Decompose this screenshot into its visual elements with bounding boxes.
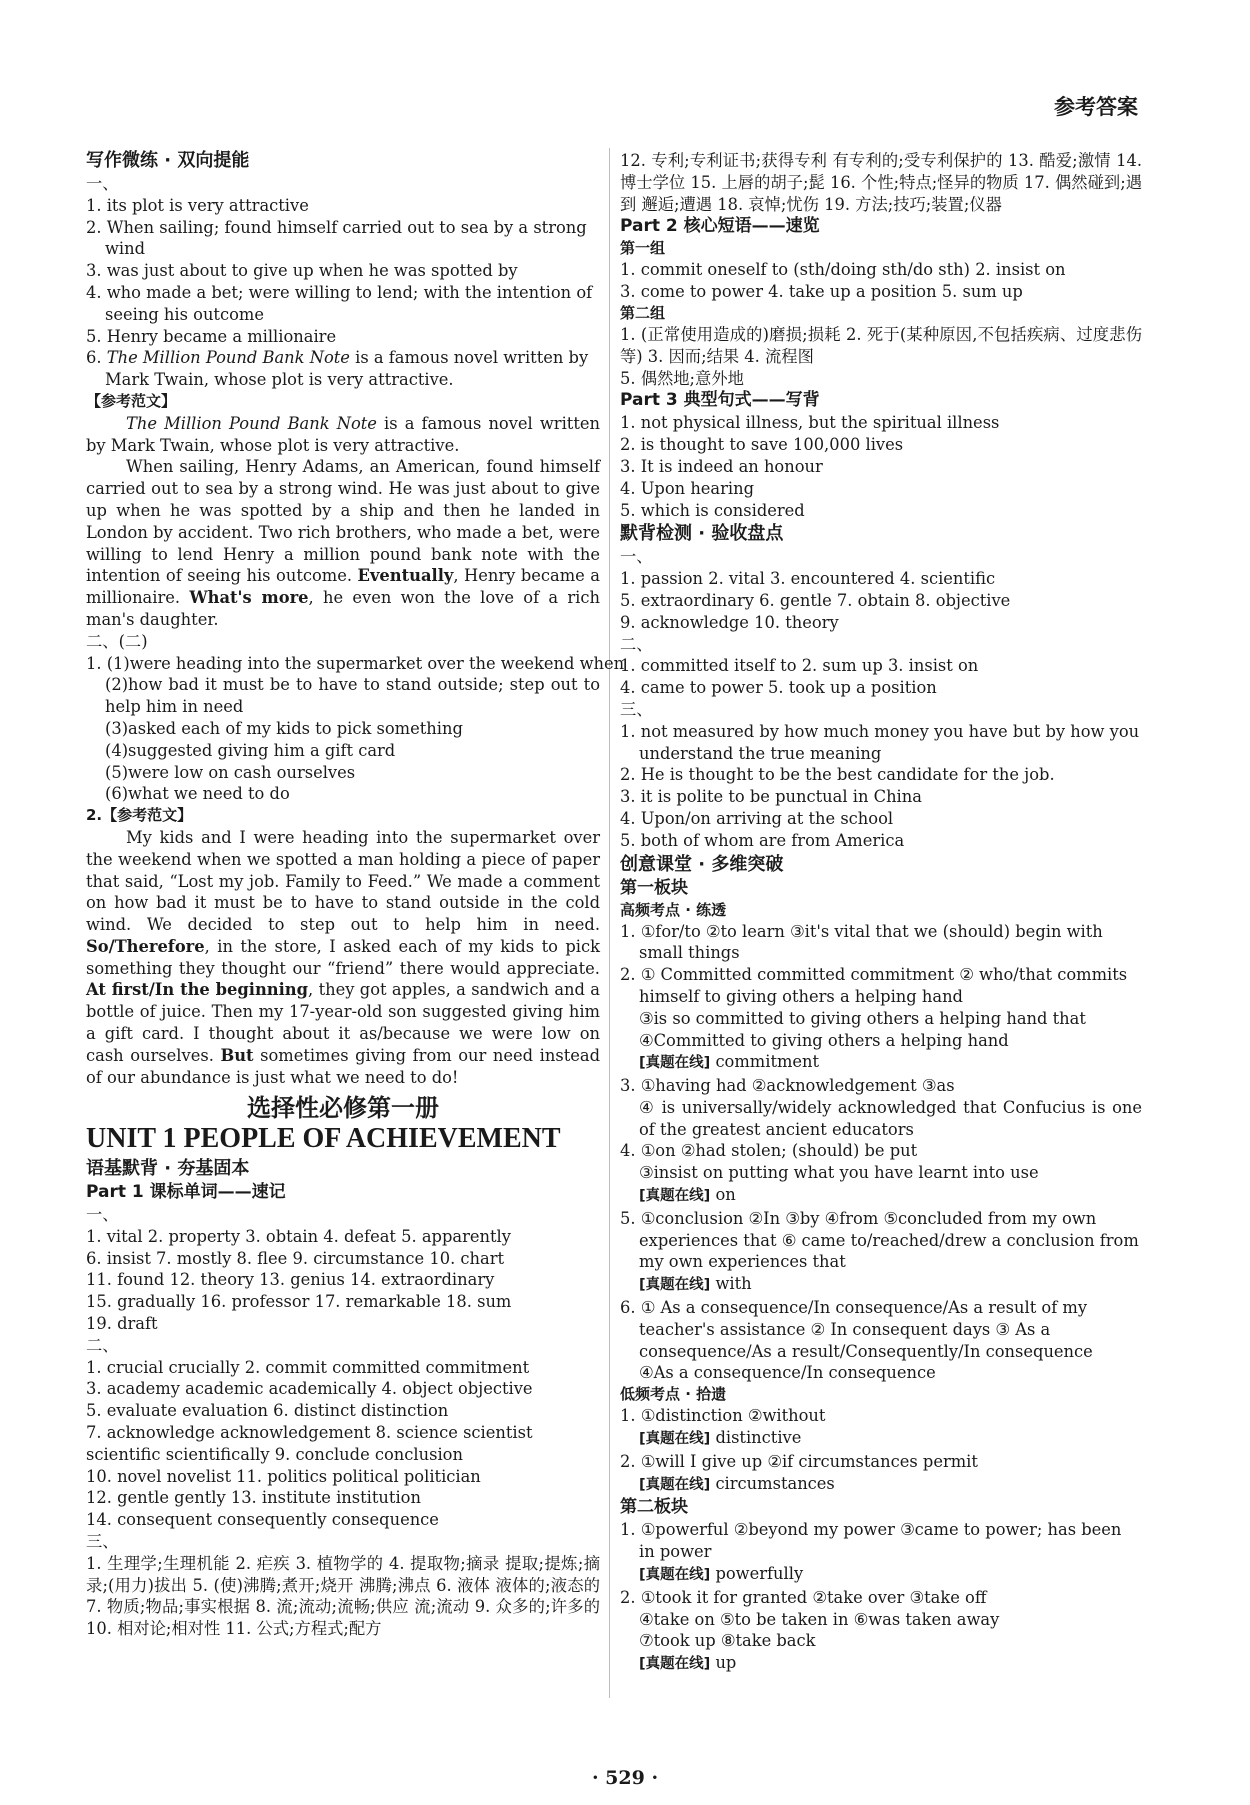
check-line: 4. Upon/on arriving at the school [620, 808, 894, 828]
check-line: 1. not measured by how much money you have but by how you understand the true meaning [620, 721, 1140, 763]
answer-line-6: 6. The Million Pound Bank Note is a famous novel written by Mark Twain, whose plot is very attractive. [86, 348, 589, 390]
answer-line: 1. its plot is very attractive [86, 195, 309, 215]
real-exam-line: [真题在线] commitment [639, 1052, 820, 1072]
heading-yi: 一、 [86, 174, 119, 193]
real-exam-line: [真题在线] circumstances [639, 1473, 835, 1493]
exercise-subline: ⑦took up ⑧take back [639, 1631, 816, 1651]
vocab-line: 5. evaluate evaluation 6. distinct distinction [86, 1401, 449, 1421]
sentence-line: 3. It is indeed an honour [620, 456, 823, 476]
exercise-line: 3. ①having had ②acknowledgement ③as [620, 1076, 955, 1096]
answer-line: 3. was just about to give up when he was spotted by [86, 261, 518, 281]
check-line: 3. it is polite to be punctual in China [620, 787, 922, 807]
answer-subline: (5)were low on cash ourselves [105, 762, 356, 782]
exercise-line: 2. ①took it for granted ②take over ③take off [620, 1587, 987, 1607]
essay1-paragraph1: The Million Pound Bank Note is a famous novel written by Mark Twain, whose plot is very attractive. [86, 413, 601, 455]
vocab-line: 7. acknowledge acknowledgement 8. science scientist [86, 1423, 533, 1443]
part3-title: Part 3 典型句式——写背 [620, 390, 820, 411]
real-exam-line: [真题在线] powerfully [639, 1564, 804, 1584]
exercise-subline: ③is so committed to giving others a helping hand that [639, 1008, 1086, 1028]
exercise-line: 2. ① Committed committed commitment ② who/that commits himself to giving others a helping hand [620, 965, 1128, 1006]
real-exam-tag: [真题在线] [639, 1567, 711, 1584]
real-exam-tag: [真题在线] [639, 1476, 711, 1493]
vocab-line: 3. academy academic academically 4. object objective [86, 1379, 533, 1399]
real-exam-tag: [真题在线] [639, 1431, 711, 1448]
check-line: 1. passion 2. vital 3. encountered 4. scientific [620, 569, 996, 589]
column-divider [609, 148, 610, 1698]
part1-title: Part 1 课标单词——速记 [86, 1182, 286, 1203]
left-column [86, 148, 625, 1640]
vocab-line: scientific scientifically 9. conclude conclusion [86, 1444, 463, 1464]
real-exam-line: [真题在线] up [639, 1653, 737, 1673]
check-line: 1. committed itself to 2. sum up 3. insist on [620, 656, 979, 676]
essay1-paragraph2: When sailing, Henry Adams, an American, found himself carried out to sea by a strong wind. He was just about to give up when he was spotted by a ship and then he landed in London by accident. Two rich brothers, who made a bet, were willing to lend Henry a million pound bank note with the intention of seeing his outcome. Eventually, Henry became a millionaire. What's more, he even won the love of a rich man's daughter. [86, 457, 600, 629]
vocab-line: 6. insist 7. mostly 8. flee 9. circumstance 10. chart [86, 1248, 505, 1268]
sentence-line: 1. not physical illness, but the spiritual illness [620, 413, 1000, 433]
real-exam-tag: [真题在线] [639, 1188, 711, 1205]
heading-er: 二、(二) [86, 631, 148, 651]
answer-subline: (2)how bad it must be to have to stand outside; step out to help him in need [105, 675, 600, 717]
unit-title: UNIT 1 PEOPLE OF ACHIEVEMENT [86, 1123, 561, 1155]
real-exam-line: [真题在线] on [639, 1185, 736, 1205]
part2-title: Part 2 核心短语——速览 [620, 216, 820, 237]
sentence-line: 4. Upon hearing [620, 478, 755, 498]
vocab-line: 14. consequent consequently consequence [86, 1510, 439, 1530]
vocab-line: 11. found 12. theory 13. genius 14. extraordinary [86, 1270, 495, 1290]
exercise-subline: ④ is universally/widely acknowledged that Confucius is one of the greatest ancient educators [639, 1097, 1142, 1139]
exercise-subline: ④Committed to giving others a helping hand [639, 1030, 1009, 1050]
answer-line: 1. (1)were heading into the supermarket over the weekend when [86, 653, 625, 673]
novel-title: The Million Pound Bank Note [106, 348, 350, 368]
high-freq-title: 高频考点 · 练透 [620, 900, 727, 919]
group1-title: 第一组 [620, 239, 666, 258]
group2-title: 第二组 [620, 303, 666, 322]
page-number: · 529 · [591, 1767, 659, 1789]
heading-yi: 一、 [86, 1205, 119, 1225]
real-exam-tag: [真题在线] [639, 1656, 711, 1673]
exercise-line: 2. ①will I give up ②if circumstances permit [620, 1451, 978, 1471]
sentence-line: 2. is thought to save 100,000 lives [620, 435, 904, 455]
essay2: My kids and I were heading into the supermarket over the weekend when we spotted a man holding a piece of paper that said, “Lost my job. Family to Feed.” We made a comment on how bad it must be to have to stand outside in the cold wind. We decided to step out to help him in need. So/Therefore, in the store, I asked each of my kids to pick something they thought our “friend” there would appreciate. At first/In the beginning, they got apples, a sandwich and a bottle of juice. Then my 17-year-old son suggested giving him a gift card. I thought about it as/because we were low on cash ourselves. But sometimes giving from our need instead of our abundance is just what we need to do! [86, 827, 601, 1087]
heading-san: 三、 [86, 1532, 119, 1552]
real-exam-line: [真题在线] distinctive [639, 1428, 802, 1448]
block1-title: 第一板块 [620, 877, 688, 898]
header-title: 参考答案 [1054, 95, 1138, 119]
real-exam-tag: [真题在线] [639, 1055, 711, 1072]
vocab-line: 1. crucial crucially 2. commit committed commitment [86, 1357, 530, 1377]
vocab-meanings-cont: 12. 专利;专利证书;获得专利 有专利的;受专利保护的 13. 酷爱;激情 14. 博士学位 15. 上唇的胡子;髭 16. 个性;特点;怪异的物质 17. 偶然碰到;遇到 邂逅;遭遇 18. 哀悼;忧伤 19. 方法;技巧;装置;仪器 [620, 151, 1142, 214]
book-title: 选择性必修第一册 [247, 1094, 439, 1123]
answer-line: 5. Henry became a millionaire [86, 326, 337, 346]
vocab-line: 19. draft [86, 1314, 158, 1334]
reference-label: 【参考范文】 [86, 391, 177, 410]
vocab-line: 10. novel novelist 11. politics political politician [86, 1466, 481, 1486]
answer-line: 2. When sailing; found himself carried out to sea by a strong wind [86, 217, 587, 259]
vocab-line: 1. vital 2. property 3. obtain 4. defeat 5. apparently [86, 1226, 511, 1246]
real-exam-line: [真题在线] with [639, 1274, 752, 1294]
phrase-line: 1. commit oneself to (sth/doing sth/do sth) 2. insist on [620, 260, 1066, 280]
heading-er: 二、 [620, 634, 653, 654]
exercise-line: 5. ①conclusion ②In ③by ④from ⑤concluded from my own experiences that ⑥ came to/reached/drew a conclusion from my own experiences that [620, 1208, 1139, 1272]
answer-subline: (4)suggested giving him a gift card [105, 740, 396, 760]
check-line: 9. acknowledge 10. theory [620, 612, 839, 632]
exercise-line: 6. ① As a consequence/In consequence/As a result of my teacher's assistance ② In consequent days ③ As a consequence/As a result/Consequently/In consequence [620, 1298, 1093, 1361]
exercise-line: 1. ①for/to ②to learn ③it's vital that we (should) begin with small things [620, 921, 1103, 963]
phrase-line: 3. come to power 4. take up a position 5. sum up [620, 282, 1023, 302]
answer-subline: (3)asked each of my kids to pick something [105, 718, 463, 738]
vocab-line: 15. gradually 16. professor 17. remarkable 18. sum [86, 1292, 512, 1312]
right-column [620, 150, 1142, 1676]
reference-label-2: 2.【参考范文】 [86, 806, 193, 825]
section-title-classroom: 创意课堂 · 多维突破 [620, 853, 784, 875]
check-line: 2. He is thought to be the best candidate for the job. [620, 765, 1055, 785]
check-line: 5. both of whom are from America [620, 830, 905, 850]
exercise-subline: ④As a consequence/In consequence [639, 1363, 936, 1383]
exercise-subline: ③insist on putting what you have learnt into use [639, 1163, 1039, 1183]
answer-subline: (6)what we need to do [105, 784, 290, 804]
section-title-check: 默背检测 · 验收盘点 [620, 523, 784, 545]
real-exam-tag: [真题在线] [639, 1277, 711, 1294]
exercise-line: 4. ①on ②had stolen; (should) be put [620, 1141, 918, 1161]
phrase-meanings: 1. (正常使用造成的)磨损;损耗 2. 死于(某种原因,不包括疾病、过度悲伤等) 3. 因而;结果 4. 流程图 [620, 324, 1142, 366]
heading-san: 三、 [620, 699, 653, 719]
exercise-line: 1. ①powerful ②beyond my power ③came to power; has been in power [620, 1520, 1122, 1562]
heading-yi: 一、 [620, 547, 653, 567]
block2-title: 第二板块 [620, 1497, 688, 1518]
section-title-writing: 写作微练 · 双向提能 [86, 150, 250, 171]
check-line: 4. came to power 5. took up a position [620, 678, 937, 698]
vocab-meanings: 1. 生理学;生理机能 2. 疟疾 3. 植物学的 4. 提取物;摘录 提取;提炼;摘录;(用力)拔出 5. (使)沸腾;煮开;烧开 沸腾;沸点 6. 液体 液体的;液态的 7. 物质;物品;事实根据 8. 流;流动;流畅;供应 流;流动 9. 众多的;许多的 10. 相对论;相对性 11. 公式;方程式;配方 [86, 1553, 600, 1639]
phrase-line: 5. 偶然地;意外地 [620, 368, 744, 388]
heading-er: 二、 [86, 1335, 119, 1355]
section-title-vocab: 语基默背 · 夯基固本 [86, 1158, 250, 1180]
answer-line: 4. who made a bet; were willing to lend; with the intention of seeing his outcome [86, 282, 593, 324]
sentence-line: 5. which is considered [620, 500, 805, 520]
low-freq-title: 低频考点 · 拾遗 [620, 1385, 727, 1404]
vocab-line: 12. gentle gently 13. institute institution [86, 1488, 421, 1508]
exercise-subline: ④take on ⑤to be taken in ⑥was taken away [639, 1609, 1000, 1629]
exercise-line: 1. ①distinction ②without [620, 1406, 826, 1426]
check-line: 5. extraordinary 6. gentle 7. obtain 8. objective [620, 590, 1011, 610]
